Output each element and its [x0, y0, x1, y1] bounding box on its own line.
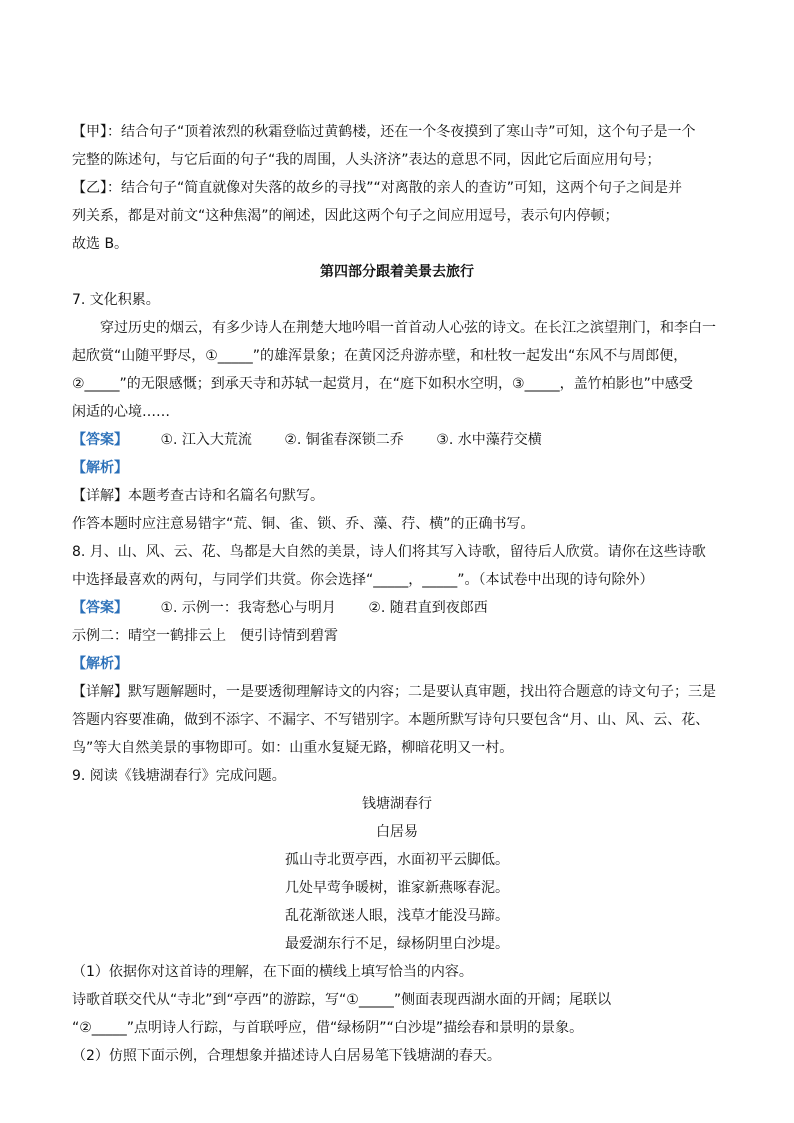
q7-answer-row	[72, 430, 542, 450]
q8-answer-1: ①. 示例一：我寄愁心与明月	[160, 600, 336, 616]
poem-title: 钱塘湖春行	[362, 796, 432, 812]
q8-detail-text: 默写题解题时，一是要透彻理解诗文的内容；二是要认真审题，找出符合题意的诗文句子；三是	[128, 684, 716, 700]
q8-question-line-2: 中选择最喜欢的两句，与同学们共赏。你会选择“_____，_____”。（本试卷中出现的诗句除外）	[72, 572, 654, 588]
q9-title: 9. 阅读《钱塘湖春行》完成问题。	[72, 768, 286, 784]
q7-detail	[72, 486, 324, 506]
q8-example-2: 示例二：晴空一鹤排云上 便引诗情到碧霄	[72, 628, 338, 644]
q8-answer-2: ②. 随君直到夜郎西	[368, 600, 488, 616]
q7-detail-text: 本题考查古诗和名篇名句默写。	[128, 488, 324, 504]
answer-label: 【答案】	[72, 432, 128, 448]
detail-label: 【详解】	[72, 684, 128, 700]
analysis-label: 【解析】	[72, 656, 128, 672]
analysis-conclusion: 故选 B。	[72, 236, 129, 252]
q7-passage-line-2: 起欣赏“山随平野尽，①_____”的雄浑景象；在黄冈泛舟游赤壁，和杜牧一起发出“东风不与周郎便，	[72, 348, 688, 364]
q8-question-line-1: 8. 月、山、风、云、花、鸟都是大自然的美景，诗人们将其写入诗歌，留待后人欣赏。请你在这些诗歌	[72, 544, 706, 560]
q7-passage-line-1: 穿过历史的烟云，有多少诗人在荆楚大地吟唱一首首动人心弦的诗文。在长江之滨望荆门，和李白一	[100, 320, 716, 336]
q9-subquestion-1: （1）依据你对这首诗的理解，在下面的横线上填写恰当的内容。	[72, 964, 473, 980]
poem-line: 几处早莺争暖树，谁家新燕啄春泥。	[285, 880, 509, 896]
q9-subquestion-1-line-b: “②_____”点明诗人行踪，与首联呼应，借“绿杨阴”“白沙堤”描绘春和景明的景象。	[72, 1020, 584, 1036]
q7-answer-2: ②. 铜雀春深锁二乔	[284, 432, 404, 448]
q9-subquestion-2: （2）仿照下面示例，合理想象并描述诗人白居易笔下钱塘湖的春天。	[72, 1048, 501, 1064]
analysis-line-jia-2: 完整的陈述句，与它后面的句子“我的周围，人头济济”表达的意思不同，因此它后面应用句号；	[72, 152, 661, 168]
q7-passage-line-3: ②_____”的无限感慨；到承天寺和苏轼一起赏月，在“庭下如积水空明，③_____，盖竹柏影也”中感受	[72, 376, 693, 392]
analysis-label: 【解析】	[72, 460, 128, 476]
analysis-line-yi-2: 列关系，都是对前文“这种焦渴”的阐述，因此这两个句子之间应用逗号，表示句内停顿；	[72, 208, 619, 224]
q7-note: 作答本题时应注意易错字“荒、铜、雀、锁、乔、藻、荇、横”的正确书写。	[72, 516, 535, 532]
poem-author: 白居易	[376, 824, 418, 840]
q7-answer-1: ①. 江入大荒流	[160, 432, 252, 448]
analysis-line-jia-1: 【甲】：结合句子“顶着浓烈的秋霜登临过黄鹤楼，还在一个冬夜摸到了寒山寺”可知，这个句子是一个	[72, 124, 696, 140]
q8-detail-line-3: 鸟”等大自然美景的事物即可。如：山重水复疑无路，柳暗花明又一村。	[72, 740, 514, 756]
q8-detail-line-1	[72, 682, 716, 702]
poem-line: 最爱湖东行不足，绿杨阴里白沙堤。	[285, 936, 509, 952]
detail-label: 【详解】	[72, 488, 128, 504]
q9-subquestion-1-line-a: 诗歌首联交代从“寺北”到“亭西”的游踪，写“①_____”侧面表现西湖水面的开阔；尾联以	[72, 992, 612, 1008]
q7-answer-3: ③. 水中藻荇交横	[436, 432, 542, 448]
q8-detail-line-2: 答题内容要准确，做到不添字、不漏字、不写错别字。本题所默写诗句只要包含“月、山、风、云、花、	[72, 712, 710, 728]
q7-passage-line-4: 闲适的心境……	[72, 404, 170, 420]
analysis-line-yi-1: 【乙】：结合句子“简直就像对失落的故乡的寻找”“对离散的亲人的查访”可知，这两个句子之间是并	[72, 180, 683, 196]
poem-line: 孤山寺北贾亭西，水面初平云脚低。	[285, 852, 509, 868]
poem-line: 乱花渐欲迷人眼，浅草才能没马蹄。	[285, 908, 509, 924]
section-title: 第四部分跟着美景去旅行	[320, 264, 474, 280]
q8-answer-row	[72, 598, 488, 618]
answer-label: 【答案】	[72, 600, 128, 616]
q7-title: 7. 文化积累。	[72, 292, 160, 308]
